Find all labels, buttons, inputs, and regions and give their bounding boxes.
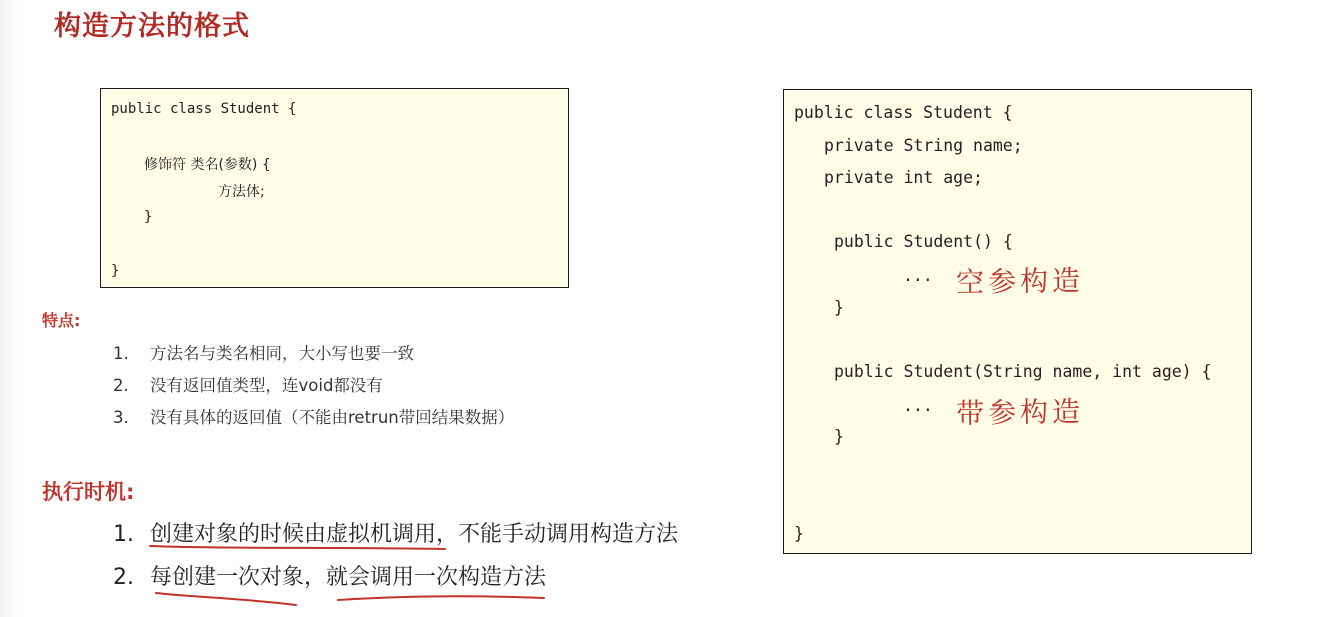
code-line: private int age; (824, 168, 983, 187)
feature-text: 没有具体的返回值（不能由retrun带回结果数据） (150, 408, 515, 427)
code-line: ... (903, 396, 933, 415)
code-line: } (111, 263, 120, 279)
param-constructor-annotation: 带参构造 (955, 394, 1085, 431)
timing-label: 执行时机: (42, 480, 135, 504)
timing-text: 每创建一次对象，就会调用一次构造方法 (150, 565, 547, 590)
timing-number: 2. (113, 565, 134, 590)
feature-text: 没有返回值类型，连void都没有 (150, 376, 383, 395)
code-line: } (144, 209, 153, 225)
code-line: } (794, 524, 804, 543)
feature-text: 方法名与类名相同，大小写也要一致 (150, 344, 414, 363)
code-line: public Student(String name, int age) { (834, 362, 1212, 381)
feature-number: 1. (113, 344, 129, 363)
features-label: 特点: (42, 311, 81, 330)
timing-text: 创建对象的时候由虚拟机调用，不能手动调用构造方法 (150, 522, 679, 547)
feature-number: 2. (113, 376, 129, 395)
code-line: } (834, 298, 844, 317)
code-line: 方法体; (218, 184, 265, 200)
underline-stroke (338, 596, 544, 600)
page-title: 构造方法的格式 (54, 11, 250, 42)
code-line: public class Student { (794, 103, 1013, 122)
feature-number: 3. (113, 408, 129, 427)
code-line: private String name; (824, 136, 1023, 155)
code-line: public Student() { (834, 232, 1013, 251)
timing-number: 1. (113, 522, 134, 547)
underline-stroke (150, 546, 445, 549)
no-arg-constructor-annotation: 空参构造 (955, 263, 1085, 300)
code-line: ... (903, 266, 933, 285)
student-example-code-box (783, 89, 1252, 554)
code-line: 修饰符 类名(参数) { (144, 157, 271, 173)
code-line: public class Student { (111, 101, 297, 117)
code-line: } (834, 427, 844, 446)
underline-stroke (156, 593, 296, 605)
